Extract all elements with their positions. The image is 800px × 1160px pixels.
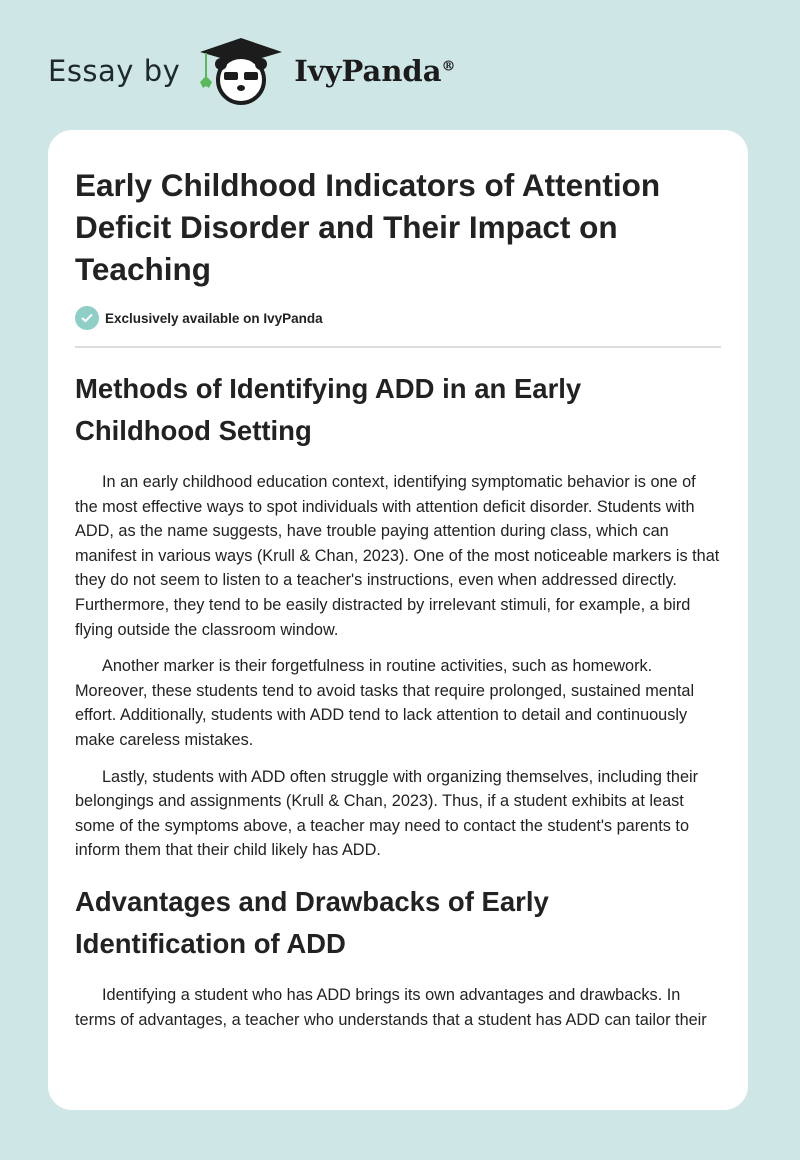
site-header bbox=[48, 36, 456, 106]
brand-name[interactable] bbox=[294, 54, 455, 88]
essay-card bbox=[48, 130, 748, 1110]
paragraph: In an early childhood education context, identifying symptomatic behavior is one of the most effective ways to spot individuals with attention deficit disorder. Students with ADD, as the name suggests, have trouble paying attention during class, which can manifest in various ways (Krull & Chan, 2023). One of the most noticeable markers is that they do not seem to listen to a teacher's instructions, even when addressed directly. Furthermore, they tend to be easily distracted by irrelevant stimuli, for example, a bird flying outside the classroom window. bbox=[75, 473, 720, 639]
panda-logo-icon[interactable] bbox=[198, 36, 284, 106]
registered-mark: ® bbox=[441, 58, 456, 75]
paragraph: Identifying a student who has ADD brings its own advantages and drawbacks. In terms of advantages, a teacher who understands that a student has ADD can tailor their bbox=[75, 985, 707, 1029]
paragraph: Another marker is their forgetfulness in routine activities, such as homework. Moreover, these students tend to avoid tasks that require prolonged, sustained mental effort. Additionally, students with ADD tend to lack attention to detail and continuously make careless mistakes. bbox=[75, 657, 695, 749]
check-icon bbox=[75, 306, 99, 330]
section-heading: Methods of Identifying ADD in an Early Childhood Setting bbox=[75, 373, 582, 446]
section-heading: Advantages and Drawbacks of Early Identification of ADD bbox=[75, 885, 549, 959]
exclusive-badge bbox=[75, 306, 721, 330]
badge-text: Exclusively available on IvyPanda bbox=[105, 310, 323, 326]
essay-by-label: Essay by bbox=[48, 54, 181, 88]
essay-title: Early Childhood Indicators of Attention Deficit Disorder and Their Impact on Teaching bbox=[75, 167, 661, 287]
divider bbox=[75, 346, 721, 348]
brand-text: IvyPanda bbox=[294, 54, 442, 88]
paragraph: Lastly, students with ADD often struggle with organizing themselves, including their belongings and assignments (Krull & Chan, 2023). Thus, if a student exhibits at least some of the symptoms above, a teacher may need to contact the student's parents to inform them that their child likely has ADD. bbox=[75, 767, 699, 860]
